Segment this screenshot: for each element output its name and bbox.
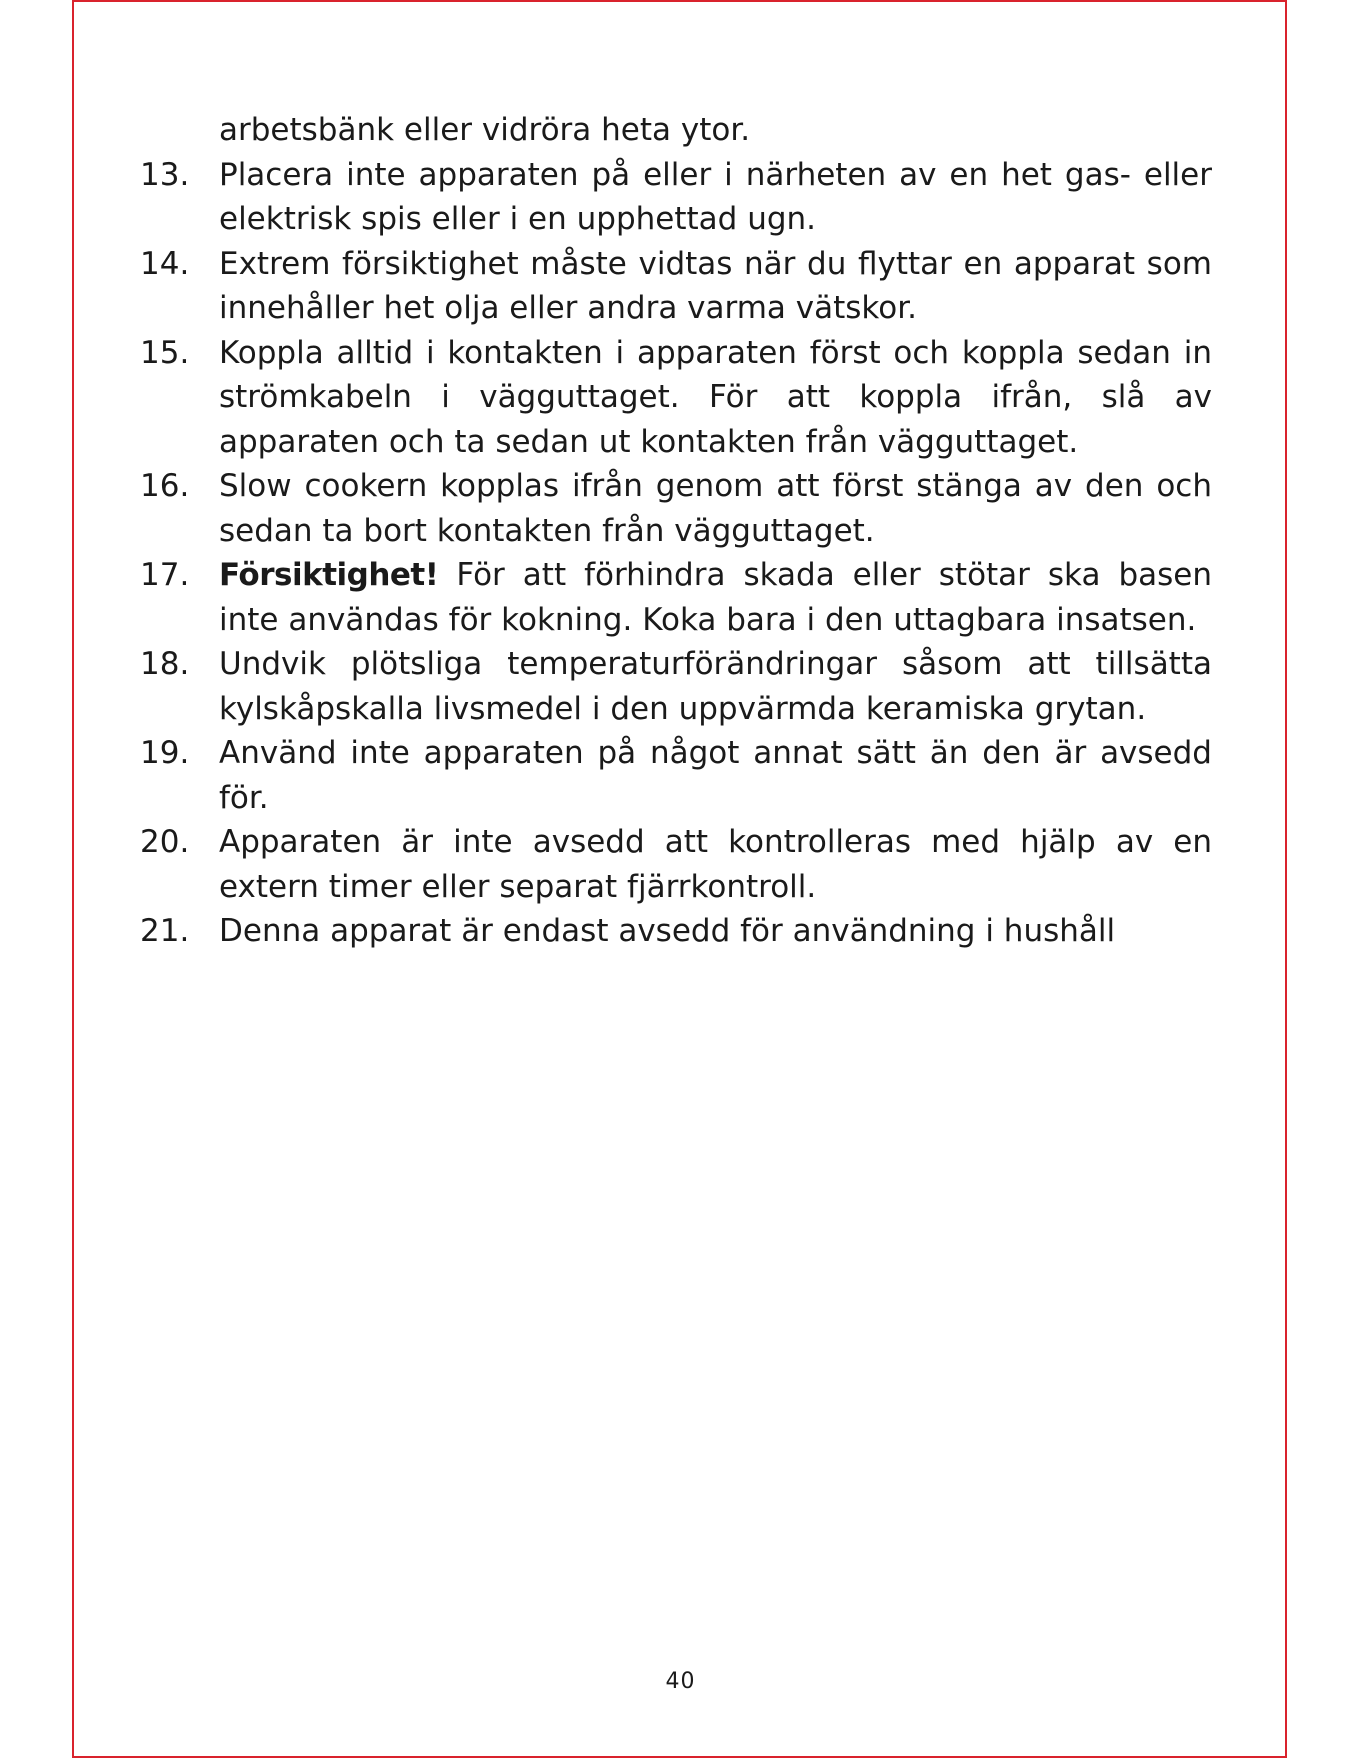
item-number: 17. — [140, 557, 190, 593]
item-text: Extrem försiktighet måste vidtas när du flyttar en apparat som innehåller het olja eller andra varma vätskor. — [219, 245, 1212, 326]
item-number: 20. — [140, 824, 190, 860]
instruction-list — [140, 108, 1212, 954]
list-item-17 — [140, 553, 1212, 642]
list-item-19 — [140, 731, 1212, 820]
item-text: Placera inte apparaten på eller i närheten av en het gas- eller elektrisk spis eller i en upphettad ugn. — [219, 156, 1212, 237]
item-text: För att förhindra skada eller stötar ska basen inte användas för kokning. Koka bara i den uttagbara insatsen. — [219, 557, 1212, 638]
item-text: Apparaten är inte avsedd att kontrolleras med hjälp av en extern timer eller separat fjärrkontroll. — [219, 824, 1212, 905]
continuation-text: arbetsbänk eller vidröra heta ytor. — [219, 112, 751, 148]
list-item-21 — [140, 909, 1212, 954]
list-item-15 — [140, 331, 1212, 465]
list-item-16 — [140, 464, 1212, 553]
item-text-wrapper — [219, 553, 1212, 642]
item-number: 21. — [140, 913, 190, 949]
item-text: Använd inte apparaten på något annat sätt än den är avsedd för. — [219, 735, 1212, 816]
item-number: 19. — [140, 735, 190, 771]
list-item-18 — [140, 642, 1212, 731]
item-text: Denna apparat är endast avsedd för användning i hushåll — [219, 913, 1116, 949]
item-text: Slow cookern kopplas ifrån genom att först stänga av den och sedan ta bort kontakten från vägguttaget. — [219, 468, 1212, 549]
item-text: Koppla alltid i kontakten i apparaten först och koppla sedan in strömkabeln i vägguttaget. För att koppla ifrån, slå av apparaten och ta sedan ut kontakten från vägguttaget. — [219, 334, 1212, 460]
caution-label: Försiktighet! — [219, 557, 439, 593]
item-number: 13. — [140, 156, 190, 193]
item-number: 14. — [140, 245, 190, 282]
item-number: 15. — [140, 334, 190, 371]
item-text: Undvik plötsliga temperaturförändringar såsom att tillsätta kylskåpskalla livsmedel i den uppvärmda keramiska grytan. — [219, 646, 1212, 727]
list-item-14 — [140, 242, 1212, 331]
list-item-13 — [140, 153, 1212, 242]
item-number: 18. — [140, 646, 190, 682]
list-item-20 — [140, 820, 1212, 909]
page-number: 40 — [665, 1669, 696, 1694]
item-number: 16. — [140, 468, 190, 504]
